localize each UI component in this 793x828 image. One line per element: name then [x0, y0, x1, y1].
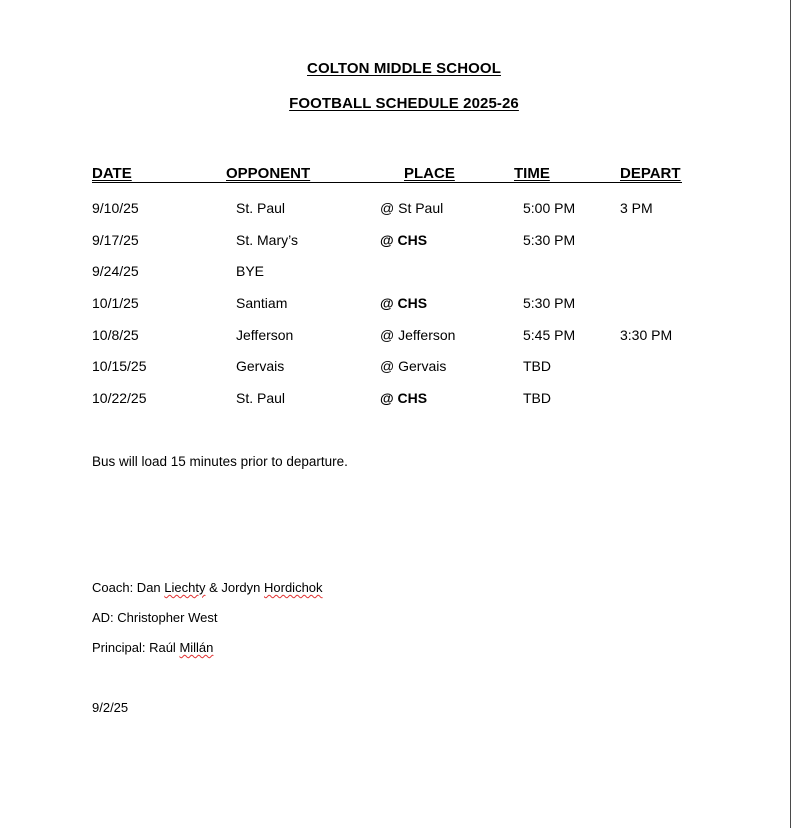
- cell-date: 9/17/25: [92, 232, 139, 248]
- ad-line: AD: Christopher West: [92, 610, 218, 625]
- cell-depart: 3:30 PM: [620, 327, 673, 343]
- coach-prefix: Coach: Dan: [92, 580, 165, 595]
- coach-name-hordichok: Hordichok: [264, 580, 323, 595]
- cell-opponent: Jefferson: [236, 327, 294, 343]
- principal-line: [92, 640, 213, 655]
- cell-opponent: St. Mary’s: [236, 232, 298, 248]
- header-rule: [92, 182, 682, 183]
- cell-place: @ CHS: [380, 295, 428, 311]
- cell-opponent: BYE: [236, 263, 265, 279]
- coach-line: [92, 580, 323, 595]
- cell-date: 10/8/25: [92, 327, 139, 343]
- cell-date: 9/24/25: [92, 263, 139, 279]
- column-header-date: DATE: [92, 165, 132, 182]
- page-edge-divider: [790, 0, 791, 828]
- cell-place: @ Jefferson: [380, 327, 456, 343]
- schedule-title: FOOTBALL SCHEDULE 2025-26: [289, 95, 519, 112]
- principal-prefix: Principal: Raúl: [92, 640, 180, 655]
- cell-opponent: Santiam: [236, 295, 288, 311]
- coach-mid: & Jordyn: [205, 580, 264, 595]
- bus-note: Bus will load 15 minutes prior to departure.: [92, 454, 348, 469]
- principal-name: Millán: [179, 640, 214, 655]
- cell-time: TBD: [523, 390, 551, 406]
- coach-name-liechty: Liechty: [164, 580, 206, 595]
- cell-place: @ St Paul: [380, 200, 444, 216]
- cell-time: 5:45 PM: [523, 327, 576, 343]
- column-header-opponent: OPPONENT: [226, 165, 311, 182]
- cell-date: 10/15/25: [92, 358, 147, 374]
- cell-date: 10/1/25: [92, 295, 139, 311]
- cell-date: 10/22/25: [92, 390, 147, 406]
- cell-place: @ CHS: [380, 390, 428, 406]
- cell-place: @ CHS: [380, 232, 428, 248]
- cell-date: 9/10/25: [92, 200, 139, 216]
- cell-opponent: St. Paul: [236, 200, 286, 216]
- cell-place: @ Gervais: [380, 358, 447, 374]
- cell-depart: 3 PM: [620, 200, 653, 216]
- school-title: COLTON MIDDLE SCHOOL: [307, 60, 501, 77]
- cell-opponent: Gervais: [236, 358, 285, 374]
- column-header-depart: DEPART: [620, 165, 681, 182]
- column-header-time: TIME: [514, 165, 550, 182]
- cell-opponent: St. Paul: [236, 390, 286, 406]
- date-stamp: 9/2/25: [92, 700, 129, 715]
- cell-time: 5:00 PM: [523, 200, 576, 216]
- cell-time: 5:30 PM: [523, 295, 576, 311]
- column-header-place: PLACE: [404, 165, 455, 182]
- cell-time: 5:30 PM: [523, 232, 576, 248]
- cell-time: TBD: [523, 358, 551, 374]
